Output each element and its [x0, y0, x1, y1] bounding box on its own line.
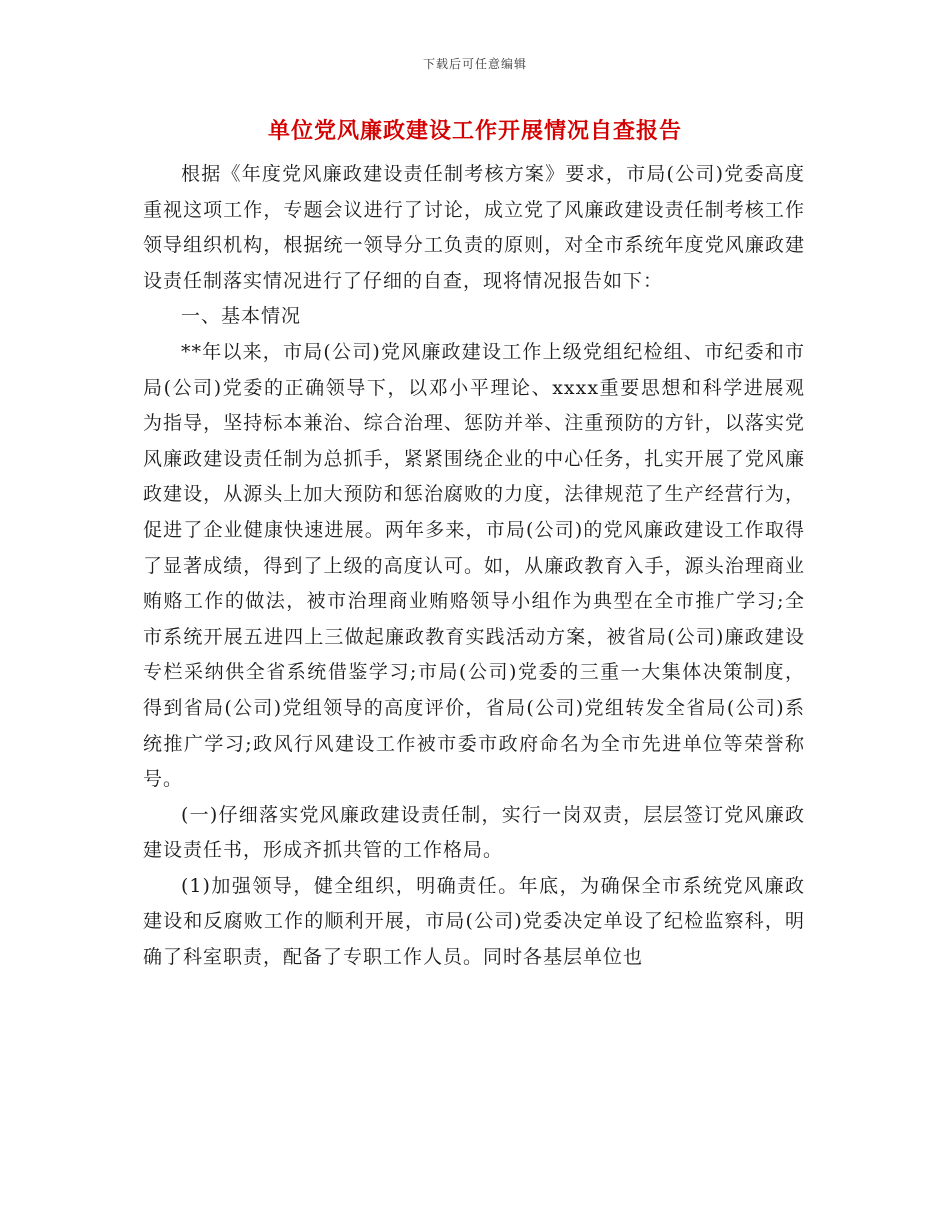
section-heading-basic: 一、基本情况 [181, 305, 302, 328]
paragraph-intro: 根据《年度党风廉政建设责任制考核方案》要求，市局(公司)党委高度重视这项工作，专题会议进行了讨论，成立党了风廉政建设责任制考核工作领导组织机构，根据统一领导分工负责的原则，对全市系统年度党风廉政建设责任制落实情况进行了仔细的自查，现将情况报告如下： [143, 163, 805, 292]
subsection-heading-1: (一)仔细落实党风廉政建设责任制，实行一岗双责，层层签订党风廉政建设责任书，形成齐抓共管的工作格局。 [143, 803, 805, 862]
header-note: 下载后可任意编辑 [422, 57, 527, 71]
paragraph-item-1: (1)加强领导，健全组织，明确责任。年底，为确保全市系统党风廉政建设和反腐败工作的顺利开展，市局(公司)党委决定单设了纪检监察科，明确了科室职责，配备了专职工作人员。同时各基层单位也 [143, 874, 805, 969]
paragraph-overview: **年以来，市局(公司)党风廉政建设工作上级党组纪检组、市纪委和市局(公司)党委的正确领导下，以邓小平理论、xxxx重要思想和科学进展观为指导，坚持标本兼治、综合治理、惩防并举、注重预防的方针，以落实党风廉政建设责任制为总抓手，紧紧围绕企业的中心任务，扎实开展了党风廉政建设，从源头上加大预防和惩治腐败的力度，法律规范了生产经营行为，促进了企业健康快速进展。两年多来，市局(公司)的党风廉政建设工作取得了显著成绩，得到了上级的高度认可。如，从廉政教育入手，源头治理商业贿赂工作的做法，被市治理商业贿赂领导小组作为典型在全市推广学习;全市系统开展五进四上三做起廉政教育实践活动方案，被省局(公司)廉政建设专栏采纳供全省系统借鉴学习;市局(公司)党委的三重一大集体决策制度，得到省局(公司)党组领导的高度评价，省局(公司)党组转发全省局(公司)系统推广学习;政风行风建设工作被市委市政府命名为全市先进单位等荣誉称号。 [143, 340, 805, 791]
document-body [143, 157, 805, 976]
document-title: 单位党风廉政建设工作开展情况自查报告 [267, 118, 682, 144]
